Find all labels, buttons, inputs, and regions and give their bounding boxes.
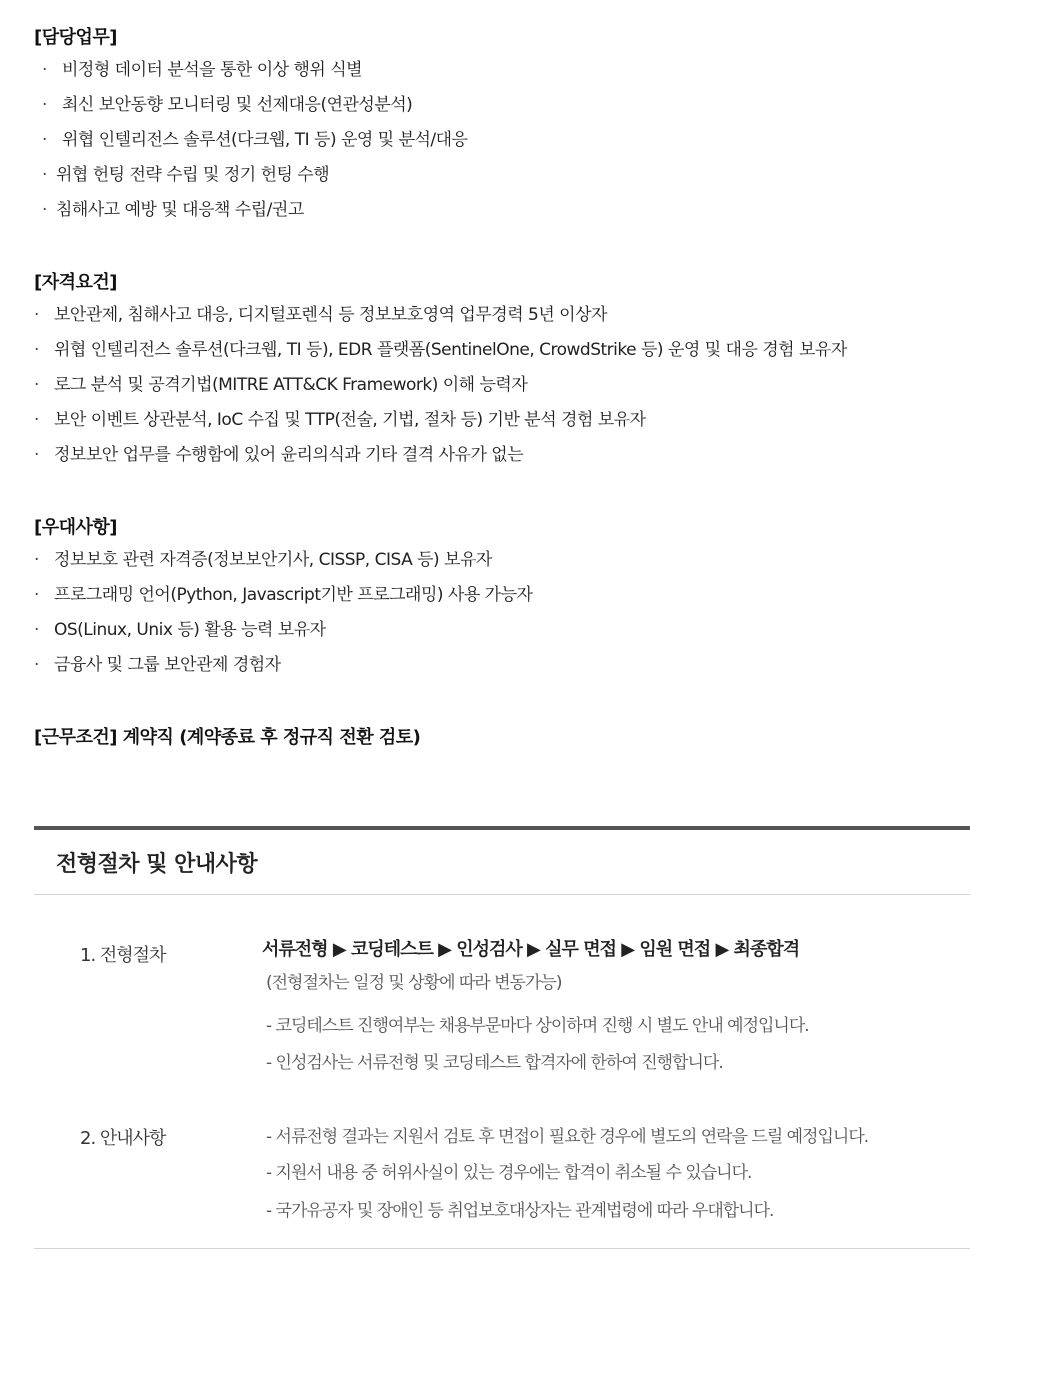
bullet-icon: · [34,585,39,605]
step1-note: - 인성검사는 서류전형 및 코딩테스트 합격자에 한하여 진행합니다. [266,1053,723,1073]
step1-note: - 코딩테스트 진행여부는 채용부문마다 상이하며 진행 시 별도 안내 예정입니다. [266,1016,809,1036]
requirement-item: · 보안관제, 침해사고 대응, 디지털포렌식 등 정보보호영역 업무경력 5년 이상자 [34,298,847,333]
step2-note: - 국가유공자 및 장애인 등 취업보호대상자는 관계법령에 따라 우대합니다. [266,1201,774,1221]
guide-heading: 전형절차 및 안내사항 [34,830,970,895]
requirement-item: · 정보보안 업무를 수행함에 있어 윤리의식과 기타 결격 사유가 없는 [34,438,847,473]
duties-section [34,23,467,228]
guide-header [34,826,970,895]
guide-bottom-divider [34,1248,970,1249]
step2-note: - 지원서 내용 중 허위사실이 있는 경우에는 합격이 취소될 수 있습니다. [266,1163,752,1183]
bullet-icon: · [34,410,39,430]
bullet-icon: · [34,550,39,570]
duty-item: · 비정형 데이터 분석을 통한 이상 행위 식별 [34,53,467,88]
step2-label: 2. 안내사항 [80,1128,166,1149]
bullet-icon: · [34,375,39,395]
requirement-item: · 보안 이벤트 상관분석, IoC 수집 및 TTP(전술, 기법, 절차 등) 기반 분석 경험 보유자 [34,403,847,438]
bullet-icon: · [34,305,39,325]
selection-steps: 서류전형 ▶ 코딩테스트 ▶ 인성검사 ▶ 실무 면접 ▶ 임원 면접 ▶ 최종합격 [262,939,800,960]
bullet-icon: · [42,95,47,115]
bullet-icon: · [42,60,47,80]
step2-note: - 서류전형 결과는 지원서 검토 후 면접이 필요한 경우에 별도의 연락을 드릴 예정입니다. [266,1127,869,1147]
bullet-icon: · [34,340,39,360]
preferred-section [34,513,532,683]
requirements-title: [자격요건] [34,272,118,293]
bullet-icon: · [42,165,47,185]
duty-item: · 최신 보안동향 모니터링 및 선제대응(연관성분석) [34,88,467,123]
requirement-item: · 로그 분석 및 공격기법(MITRE ATT&CK Framework) 이해 능력자 [34,368,847,403]
step1-label: 1. 전형절차 [80,945,166,966]
bullet-icon: · [34,445,39,465]
steps-note: (전형절차는 일정 및 상황에 따라 변동가능) [266,973,562,993]
requirement-item: · 위협 인텔리전스 솔루션(다크웹, TI 등), EDR 플랫폼(SentinelOne, CrowdStrike 등) 운영 및 대응 경험 보유자 [34,333,847,368]
duty-item: · 위협 헌팅 전략 수립 및 정기 헌팅 수행 [34,158,467,193]
preferred-item: · 금융사 및 그룹 보안관제 경험자 [34,648,532,683]
work-condition: [근무조건] 계약직 (계약종료 후 정규직 전환 검토) [34,727,421,748]
duty-item: · 위협 인텔리전스 솔루션(다크웹, TI 등) 운영 및 분석/대응 [34,123,467,158]
bullet-icon: · [34,620,39,640]
bullet-icon: · [34,655,39,675]
bullet-icon: · [42,130,47,150]
duty-item: · 침해사고 예방 및 대응책 수립/권고 [34,193,467,228]
preferred-title: [우대사항] [34,517,118,538]
duties-title: [담당업무] [34,27,118,48]
preferred-item: · 프로그래밍 언어(Python, Javascript기반 프로그래밍) 사용 가능자 [34,578,532,613]
bullet-icon: · [42,200,47,220]
requirements-section [34,268,847,473]
preferred-item: · OS(Linux, Unix 등) 활용 능력 보유자 [34,613,532,648]
preferred-item: · 정보보호 관련 자격증(정보보안기사, CISSP, CISA 등) 보유자 [34,543,532,578]
